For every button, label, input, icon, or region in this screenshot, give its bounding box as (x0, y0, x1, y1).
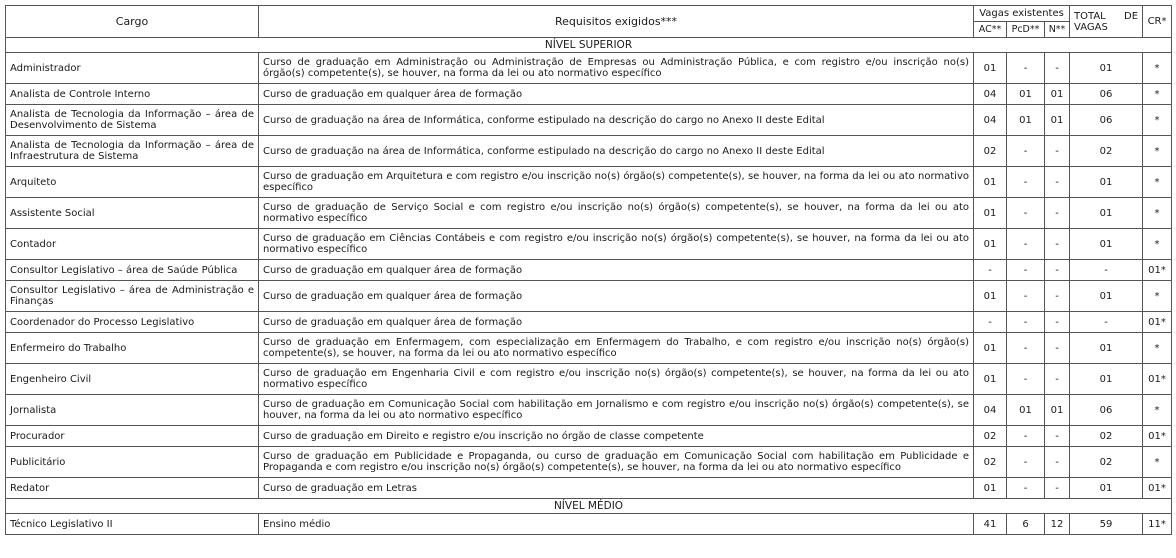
requisitos-cell: Curso de graduação em qualquer área de formação (259, 312, 974, 333)
pcd-cell: - (1007, 53, 1045, 84)
table-row (6, 478, 1172, 499)
pcd-cell: - (1007, 229, 1045, 260)
requisitos-cell: Curso de graduação em qualquer área de formação (259, 260, 974, 281)
requisitos-cell: Curso de graduação em Administração ou Administração de Empresas ou Administração Pública, e com registro e/ou inscrição no(s) órgão(s) competente(s), se houver, na forma da lei ou ato normativo específico (259, 53, 974, 84)
cargo-cell: Consultor Legislativo – área de Saúde Pública (6, 260, 259, 281)
total-cell: 01 (1070, 53, 1143, 84)
requisitos-cell: Curso de graduação em qualquer área de formação (259, 84, 974, 105)
header-total-word: TOTAL (1074, 10, 1106, 22)
total-cell: 02 (1070, 136, 1143, 167)
header-vagas-existentes: Vagas existentes (974, 6, 1070, 22)
requisitos-cell: Curso de graduação em Enfermagem, com especialização em Enfermagem do Trabalho, e com registro e/ou inscrição no(s) órgão(s) competente(s), se houver, na forma da lei ou ato normativo específico (259, 333, 974, 364)
pcd-cell: - (1007, 478, 1045, 499)
table-row (6, 312, 1172, 333)
table-row (6, 426, 1172, 447)
cr-cell: * (1143, 333, 1172, 364)
pcd-cell: 6 (1007, 514, 1045, 535)
cargo-cell: Publicitário (6, 447, 259, 478)
ac-cell: 02 (974, 426, 1007, 447)
cargo-cell: Enfermeiro do Trabalho (6, 333, 259, 364)
table-row (6, 84, 1172, 105)
cargo-cell: Jornalista (6, 395, 259, 426)
n-cell: - (1045, 260, 1070, 281)
n-cell: 01 (1045, 84, 1070, 105)
ac-cell: - (974, 312, 1007, 333)
cargo-cell: Engenheiro Civil (6, 364, 259, 395)
requisitos-cell: Curso de graduação em qualquer área de formação (259, 281, 974, 312)
total-cell: 02 (1070, 447, 1143, 478)
cargo-cell: Analista de Tecnologia da Informação – área de Desenvolvimento de Sistema (6, 105, 259, 136)
header-vagas-word: VAGAS (1074, 21, 1108, 33)
ac-cell: 04 (974, 395, 1007, 426)
total-cell: 01 (1070, 229, 1143, 260)
total-cell: - (1070, 260, 1143, 281)
ac-cell: 01 (974, 198, 1007, 229)
ac-cell: 01 (974, 478, 1007, 499)
cargo-cell: Procurador (6, 426, 259, 447)
pcd-cell: 01 (1007, 395, 1045, 426)
total-cell: 01 (1070, 364, 1143, 395)
ac-cell: 01 (974, 281, 1007, 312)
total-cell: 06 (1070, 395, 1143, 426)
cargo-cell: Coordenador do Processo Legislativo (6, 312, 259, 333)
table-row (6, 395, 1172, 426)
header-cr: CR* (1143, 6, 1172, 38)
table-row (6, 229, 1172, 260)
requisitos-cell: Curso de graduação em Arquitetura e com registro e/ou inscrição no(s) órgão(s) competente(s), se houver, na forma da lei ou ato normativo específico (259, 167, 974, 198)
n-cell: 12 (1045, 514, 1070, 535)
header-ac: AC** (974, 22, 1007, 38)
header-de-word: DE (1124, 10, 1139, 22)
cargo-cell: Assistente Social (6, 198, 259, 229)
pcd-cell: - (1007, 426, 1045, 447)
table-row (6, 447, 1172, 478)
ac-cell: 04 (974, 84, 1007, 105)
ac-cell: 01 (974, 229, 1007, 260)
total-cell: 01 (1070, 333, 1143, 364)
ac-cell: - (974, 260, 1007, 281)
ac-cell: 01 (974, 53, 1007, 84)
total-cell: 01 (1070, 478, 1143, 499)
n-cell: 01 (1045, 395, 1070, 426)
header-total-vagas (1070, 6, 1143, 38)
requisitos-cell: Curso de graduação em Engenharia Civil e com registro e/ou inscrição no(s) órgão(s) competente(s), se houver, na forma da lei ou ato normativo específico (259, 364, 974, 395)
n-cell: - (1045, 53, 1070, 84)
table-row (6, 514, 1172, 535)
cr-cell: * (1143, 53, 1172, 84)
pcd-cell: - (1007, 167, 1045, 198)
n-cell: - (1045, 229, 1070, 260)
cr-cell: * (1143, 84, 1172, 105)
pcd-cell: - (1007, 281, 1045, 312)
cargo-cell: Redator (6, 478, 259, 499)
pcd-cell: - (1007, 447, 1045, 478)
requisitos-cell: Curso de graduação em Publicidade e Propaganda, ou curso de graduação em Comunicação Social com habilitação em Publicidade e Propaganda e com registro e/ou inscrição no(s) órgão(s) competente(s), se houver, na forma da lei ou ato normativo específico (259, 447, 974, 478)
table-body (6, 38, 1172, 535)
header-pcd: PcD** (1007, 22, 1045, 38)
table-row (6, 260, 1172, 281)
n-cell: - (1045, 198, 1070, 229)
pcd-cell: - (1007, 198, 1045, 229)
cargo-cell: Arquiteto (6, 167, 259, 198)
ac-cell: 41 (974, 514, 1007, 535)
pcd-cell: - (1007, 364, 1045, 395)
ac-cell: 02 (974, 447, 1007, 478)
requisitos-cell: Ensino médio (259, 514, 974, 535)
total-cell: 59 (1070, 514, 1143, 535)
cargo-cell: Contador (6, 229, 259, 260)
ac-cell: 04 (974, 105, 1007, 136)
n-cell: - (1045, 364, 1070, 395)
pcd-cell: - (1007, 312, 1045, 333)
n-cell: - (1045, 426, 1070, 447)
requisitos-cell: Curso de graduação em Ciências Contábeis e com registro e/ou inscrição no(s) órgão(s) competente(s), se houver, na forma da lei ou ato normativo específico (259, 229, 974, 260)
table-row (6, 105, 1172, 136)
pcd-cell: 01 (1007, 105, 1045, 136)
ac-cell: 01 (974, 167, 1007, 198)
n-cell: - (1045, 447, 1070, 478)
cr-cell: 01* (1143, 364, 1172, 395)
table-row (6, 136, 1172, 167)
total-cell: 06 (1070, 105, 1143, 136)
pcd-cell: - (1007, 333, 1045, 364)
requisitos-cell: Curso de graduação na área de Informática, conforme estipulado na descrição do cargo no Anexo II deste Edital (259, 105, 974, 136)
cr-cell: * (1143, 167, 1172, 198)
n-cell: - (1045, 312, 1070, 333)
total-cell: - (1070, 312, 1143, 333)
cr-cell: 01* (1143, 260, 1172, 281)
cr-cell: 01* (1143, 478, 1172, 499)
requisitos-cell: Curso de graduação na área de Informática, conforme estipulado na descrição do cargo no Anexo II deste Edital (259, 136, 974, 167)
cargo-cell: Analista de Controle Interno (6, 84, 259, 105)
cargo-cell: Administrador (6, 53, 259, 84)
pcd-cell: - (1007, 260, 1045, 281)
table-row (6, 53, 1172, 84)
n-cell: 01 (1045, 105, 1070, 136)
cr-cell: 11* (1143, 514, 1172, 535)
requisitos-cell: Curso de graduação em Direito e registro e/ou inscrição no órgão de classe competente (259, 426, 974, 447)
section-nivel-medio: NÍVEL MÉDIO (6, 499, 1172, 514)
cr-cell: * (1143, 229, 1172, 260)
cargo-cell: Técnico Legislativo II (6, 514, 259, 535)
cr-cell: * (1143, 136, 1172, 167)
total-cell: 01 (1070, 198, 1143, 229)
n-cell: - (1045, 333, 1070, 364)
pcd-cell: - (1007, 136, 1045, 167)
cr-cell: * (1143, 447, 1172, 478)
vagas-table (5, 5, 1172, 535)
requisitos-cell: Curso de graduação em Comunicação Social com habilitação em Jornalismo e com registro e/ou inscrição no(s) órgão(s) competente(s), se houver, na forma da lei ou ato normativo específico (259, 395, 974, 426)
total-cell: 01 (1070, 167, 1143, 198)
cr-cell: 01* (1143, 312, 1172, 333)
section-nivel-superior: NÍVEL SUPERIOR (6, 38, 1172, 53)
header-cargo: Cargo (6, 6, 259, 38)
n-cell: - (1045, 281, 1070, 312)
table-row (6, 198, 1172, 229)
cr-cell: 01* (1143, 426, 1172, 447)
cr-cell: * (1143, 281, 1172, 312)
table-row (6, 281, 1172, 312)
table-row (6, 167, 1172, 198)
table-row (6, 364, 1172, 395)
table-row (6, 333, 1172, 364)
cr-cell: * (1143, 395, 1172, 426)
n-cell: - (1045, 478, 1070, 499)
ac-cell: 02 (974, 136, 1007, 167)
n-cell: - (1045, 136, 1070, 167)
n-cell: - (1045, 167, 1070, 198)
total-cell: 01 (1070, 281, 1143, 312)
ac-cell: 01 (974, 364, 1007, 395)
cargo-cell: Analista de Tecnologia da Informação – área de Infraestrutura de Sistema (6, 136, 259, 167)
total-cell: 02 (1070, 426, 1143, 447)
pcd-cell: 01 (1007, 84, 1045, 105)
total-cell: 06 (1070, 84, 1143, 105)
requisitos-cell: Curso de graduação de Serviço Social e com registro e/ou inscrição no(s) órgão(s) competente(s), se houver, na forma da lei ou ato normativo específico (259, 198, 974, 229)
requisitos-cell: Curso de graduação em Letras (259, 478, 974, 499)
cr-cell: * (1143, 105, 1172, 136)
cargo-cell: Consultor Legislativo – área de Administração e Finanças (6, 281, 259, 312)
ac-cell: 01 (974, 333, 1007, 364)
header-requisitos: Requisitos exigidos*** (259, 6, 974, 38)
cr-cell: * (1143, 198, 1172, 229)
header-n: N** (1045, 22, 1070, 38)
